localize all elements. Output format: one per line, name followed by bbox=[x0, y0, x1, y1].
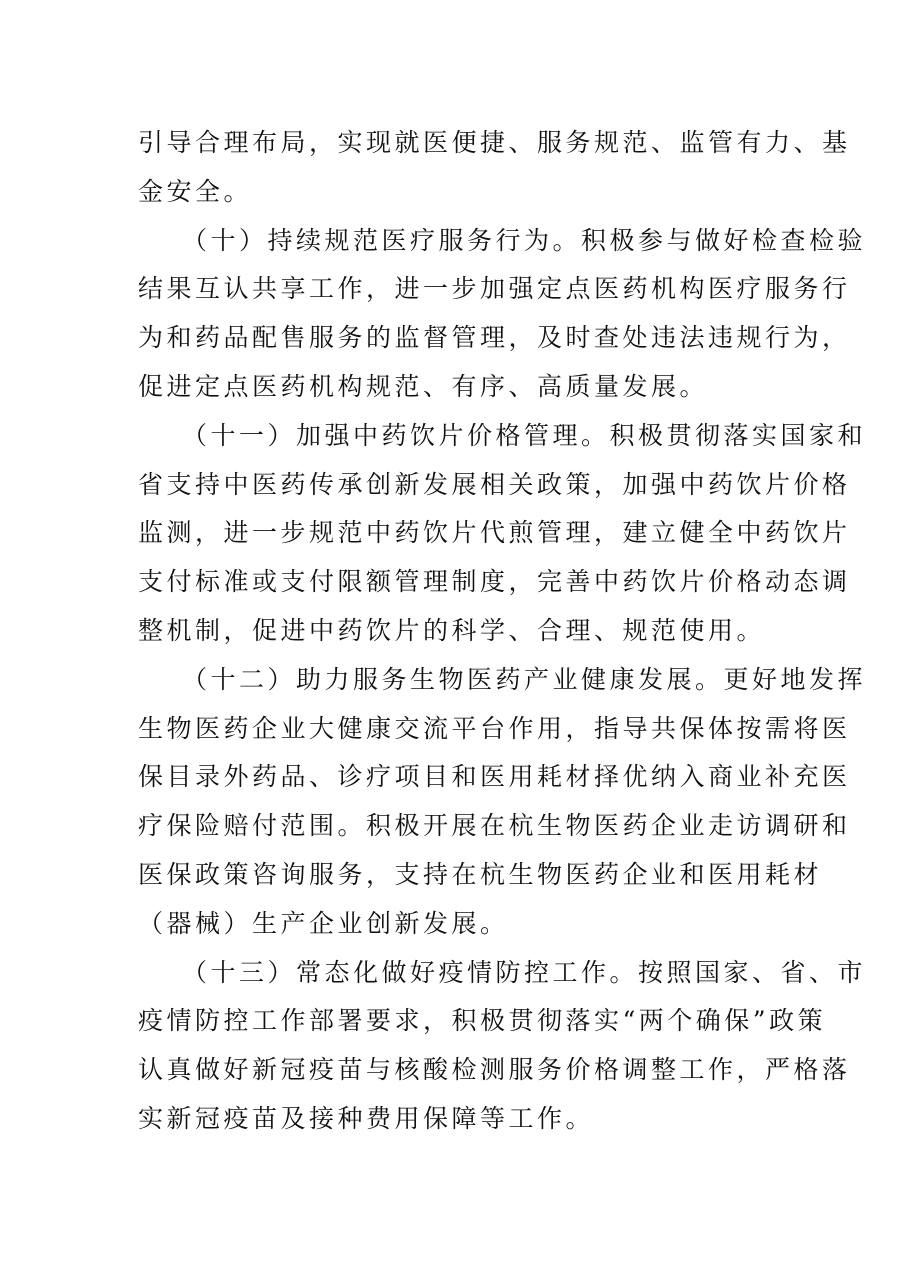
text-line: 实新冠疫苗及接种费用保障等工作。 bbox=[138, 1103, 595, 1133]
paragraph-item-11 bbox=[138, 412, 867, 656]
text-line: 整机制，促进中药饮片的科学、合理、规范使用。 bbox=[138, 615, 766, 645]
text-line: 保目录外药品、诊疗项目和医用耗材择优纳入商业补充医 bbox=[138, 762, 851, 792]
text-line: 促进定点医药机构规范、有序、高质量发展。 bbox=[138, 371, 709, 401]
text-line: （十二）助力服务生物医药产业健康发展。更好地发挥 bbox=[182, 664, 867, 694]
paragraph-continuation bbox=[138, 119, 851, 217]
text-line: （十一）加强中药饮片价格管理。积极贯彻落实国家和 bbox=[182, 420, 867, 450]
text-line: 结果互认共享工作，进一步加强定点医药机构医疗服务行 bbox=[138, 274, 851, 304]
text-line: 引导合理布局，实现就医便捷、服务规范、监管有力、基 bbox=[138, 128, 851, 157]
paragraph-item-10 bbox=[138, 217, 867, 412]
text-line: （十）持续规范医疗服务行为。积极参与做好检查检验 bbox=[182, 225, 867, 255]
paragraph-item-13 bbox=[138, 949, 867, 1144]
text-line: 为和药品配售服务的监督管理，及时查处违法违规行为， bbox=[138, 323, 851, 353]
text-line: 金安全。 bbox=[138, 176, 253, 206]
paragraph-item-12 bbox=[138, 656, 867, 949]
text-line: 疗保险赔付范围。积极开展在杭生物医药企业走访调研和 bbox=[138, 811, 851, 841]
text-line: 生物医药企业大健康交流平台作用，指导共保体按需将医 bbox=[138, 713, 851, 743]
text-line: 疫情防控工作部署要求，积极贯彻落实“两个确保”政策 bbox=[138, 1006, 827, 1036]
text-line: 医保政策咨询服务，支持在杭生物医药企业和医用耗材 bbox=[138, 859, 823, 889]
text-line: （器械）生产企业创新发展。 bbox=[138, 908, 509, 938]
text-line: 省支持中医药传承创新发展相关政策，加强中药饮片价格 bbox=[138, 469, 851, 499]
text-line: （十三）常态化做好疫情防控工作。按照国家、省、市 bbox=[182, 957, 867, 987]
document-body bbox=[138, 119, 867, 1144]
text-line: 监测，进一步规范中药饮片代煎管理，建立健全中药饮片 bbox=[138, 518, 851, 548]
text-line: 支付标准或支付限额管理制度，完善中药饮片价格动态调 bbox=[138, 567, 851, 597]
text-line: 认真做好新冠疫苗与核酸检测服务价格调整工作，严格落 bbox=[138, 1055, 851, 1085]
